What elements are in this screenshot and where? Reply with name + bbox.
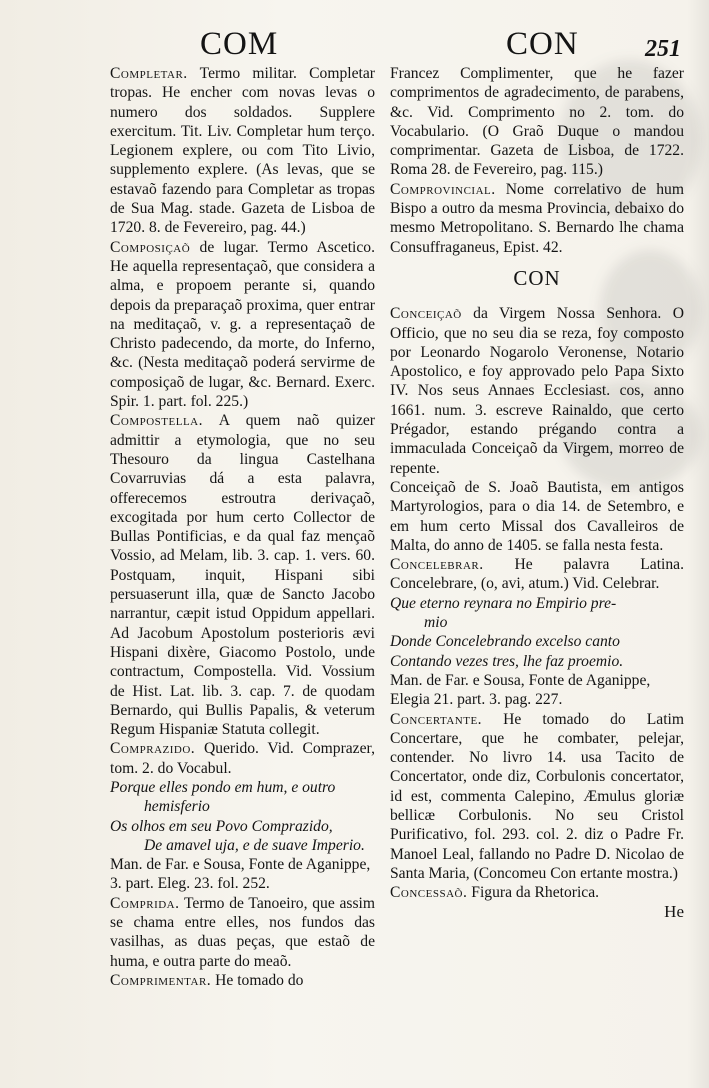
entry-text: Querido. Vid. Comprazer, tom. 2. do Vocabul. — [110, 740, 375, 777]
verse-line: mio — [424, 614, 448, 632]
verse-line: Porque elles pondo em hum, e outro — [110, 778, 336, 796]
dictionary-entry — [110, 971, 375, 990]
dictionary-entry — [110, 238, 375, 412]
citation-source: Man. de Far. e Sousa, Fonte de Aganippe, Elegia 21. part. 3. pag. 227. — [390, 671, 651, 709]
entry-headword: Concertante. — [390, 710, 483, 728]
verse-line: Contando vezes tres, lhe faz proemio. — [390, 652, 624, 670]
entry-headword: Comprimentar. — [110, 971, 212, 989]
entry-text: He tomado do Latim Concertare, que he combater, pelejar, contender. No livro 14. usa Tacito de Concertator, onde diz, Corbulonis concertator, id est, commenta Calepino, Æmulus gloriæ bellicæ Corbulonis. No seu Cristol Purificativo, fol. 293. col. 2. diz o Padre Fr. Manoel Leal, fallando no Padre D. Nicolao de Santa Maria, (Concomeu Con ertante mostra.) — [390, 710, 684, 882]
entry-text: He tomado do — [215, 971, 304, 989]
entry-headword: Comprazido. — [110, 740, 196, 758]
running-head-left: COM — [200, 26, 279, 62]
entry-headword: Comprovincial. — [390, 180, 496, 198]
dictionary-entry — [110, 739, 375, 778]
entry-text: He palavra Latina. Concelebrare, (o, avi, atum.) Vid. Celebrar. — [390, 556, 684, 593]
section-heading: CON — [513, 265, 561, 290]
dictionary-entry — [110, 894, 375, 971]
entry-text: da Virgem Nossa Senhora. O Officio, que no seu dia se reza, foy composto por Leonardo Nogarolo Veronense, Notario Apostolico, e foy approvado pelo Papa Sixto IV. Nos seus Annaes Ecclesiast. cos, anno 1661. num. 3. escreve Rainaldo, que certo Prégador, estando prégando contra a immaculada Conceiçaõ da Virgem, morreo de repente. — [390, 305, 684, 477]
dictionary-entry — [390, 555, 684, 594]
running-head-right: CON — [506, 26, 579, 62]
entry-headword: Completar. — [110, 65, 188, 82]
page-number: 251 — [645, 36, 681, 62]
entry-text: Figura da Rhetorica. — [471, 884, 600, 902]
entry-text: Francez Complimenter, que he fazer comprimentos de agradecimento, de parabens, &c. Vid. Comprimento no 2. tom. do Vocabulario. (O Graõ Duque o mandou comprimentar. Gazeta de Lisboa, de 1722. Roma 28. de Fevereiro, pag. 115.) — [390, 65, 684, 179]
verse-line: Os olhos em seu Povo Comprazido, — [110, 817, 333, 835]
entry-headword: Compostella. — [110, 412, 204, 430]
entry-headword: Concelebrar. — [390, 556, 484, 574]
entry-text: Conceiçaõ de S. Joaõ Bautista, em antigos Martyrologios, para o dia 14. de Setembro, e em hum certo Missal dos Cavalleiros de Malta, do anno de 1405. se falla nesta festa. — [390, 478, 684, 554]
citation-source: Man. de Far. e Sousa, Fonte de Aganippe, 3. part. Eleg. 23. fol. 252. — [110, 856, 371, 893]
entry-headword: Concessaõ. — [390, 884, 468, 902]
dictionary-entry — [390, 883, 684, 902]
dictionary-entry — [390, 710, 684, 884]
entry-text: Nome correlativo de hum Bispo a outro da mesma Provincia, debaixo do mesmo Metropolitano. S. Bernardo lhe chama Consuffraganeus, Epist. 42. — [390, 180, 684, 256]
verse-line: hemisferio — [144, 798, 210, 816]
dictionary-entry — [390, 478, 684, 555]
right-column — [390, 64, 684, 922]
dictionary-entry — [110, 411, 375, 739]
verse-line: De amavel uja, e de suave Imperio. — [144, 836, 365, 854]
entry-headword: Comprida. — [110, 894, 180, 912]
catchword: He — [664, 902, 684, 922]
entry-headword: Composiçaõ — [110, 238, 191, 256]
verse-line: Que eterno reynara no Empirio pre- — [390, 594, 617, 612]
entry-text: de lugar. Termo Ascetico. He aquella representaçaõ, que considera a alma, e propoem perante si, quando depois da preparaçaõ proxima, quer entrar na meditaçaõ, v. g. a representaçaõ de Christo padecendo, da morte, do Inferno, &c. (Nesta meditaçaõ poderá servirme de composiçaõ de lugar, &c. Bernard. Exerc. Spir. 1. part. fol. 225.) — [110, 238, 376, 411]
entry-text: A quem naõ quizer admittir a etymologia, que no seu Thesouro da lingua Castelhana Covarruvias dá a esta palavra, offerecemos estroutra derivaçaõ, excogitada por hum certo Collector de Bullas Pontificias, e da qual faz mençaõ Vossio, ad Melam, lib. 3. cap. 1. vers. 60. Postquam, inquit, Hispani sibi persuaserunt illa, quæ de Sancto Jacobo narrantur, cæpit istud Oppidum appellari. Ad Jacobum Apostolum posterioris ævi Hispani dixère, Giacomo Postolo, unde contractum, Compostella. Vid. Vossium de Hist. Lat. lib. 3. cap. 7. de quodam Bernardo, qui Bullis Papalis, & veterum Regum Hispaniæ Statuta collegit. — [110, 412, 375, 739]
verse-line: Donde Concelebrando excelso canto — [390, 633, 620, 651]
entry-text: Termo de Tanoeiro, que assim se chama entre elles, nos fundos das vasilhas, as duas peças, que estaõ de huma, e outra parte do meaõ. — [110, 894, 375, 970]
dictionary-entry — [110, 64, 375, 238]
left-column — [110, 64, 375, 990]
dictionary-entry — [390, 64, 684, 180]
entry-headword: Conceiçaõ — [390, 305, 462, 323]
entry-text: Termo militar. Completar tropas. He encher com novas levas o numero dos soldados. Supplere exercitum. Tit. Liv. Completar hum terço. Legionem explere, ou com Tito Livio, supplemento explere. (As levas, que se estavaõ fazendo para Completar as tropas de Sua Mag. stade. Gazeta de Lisboa de 1720. 8. de Fevereiro, pag. 44.) — [110, 65, 375, 237]
dictionary-entry — [390, 180, 684, 257]
dictionary-entry — [390, 304, 684, 478]
